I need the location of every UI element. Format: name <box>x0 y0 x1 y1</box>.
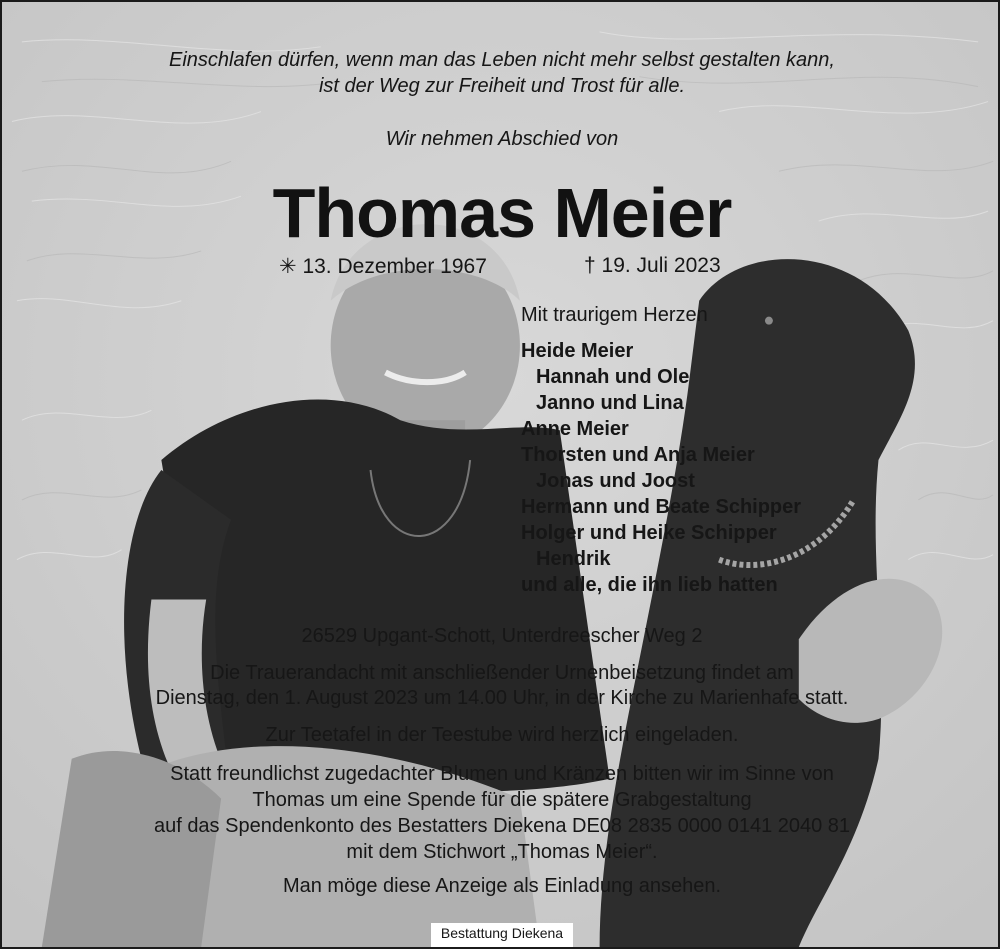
death-cross-icon: † <box>584 254 596 277</box>
mourners-list <box>521 302 801 598</box>
birth-date <box>279 254 487 279</box>
notice-content <box>2 2 998 947</box>
mourner-name: Hendrik <box>536 548 611 570</box>
mourner-name: Holger und Heike Schipper <box>521 522 777 544</box>
mourner-name: und alle, die ihn lieb hatten <box>521 574 778 596</box>
mourner-name: Hermann und Beate Schipper <box>521 496 802 518</box>
address: 26529 Upgant-Schott, Unterdreescher Weg 2 <box>301 625 703 647</box>
mourner-name: Janno und Lina <box>536 392 684 414</box>
donation-line-1: Statt freundlichst zugedachter Blumen und Kränzen bitten wir im Sinne von <box>170 763 834 785</box>
mourners-intro: Mit traurigem Herzen <box>521 304 708 326</box>
farewell-intro: Wir nehmen Abschied von <box>385 128 619 150</box>
donation-line-4: mit dem Stichwort „Thomas Meier“. <box>346 841 658 863</box>
mourner-name: Anne Meier <box>521 418 629 440</box>
mourner-name: Heide Meier <box>521 340 634 362</box>
death-date-text: 19. Juli 2023 <box>601 254 721 277</box>
funeral-home-name: Bestattung Diekena <box>431 923 573 947</box>
mourner-name: Thorsten und Anja Meier <box>521 444 755 466</box>
service-line-2: Dienstag, den 1. August 2023 um 14.00 Uhr, in der Kirche zu Marienhafe statt. <box>155 687 849 709</box>
death-date <box>584 254 721 278</box>
donation-line-2: Thomas um eine Spende für die spätere Grabgestaltung <box>252 789 752 811</box>
donation-line-3: auf das Spendenkonto des Bestatters Diekena DE08 2835 0000 0141 2040 81 <box>153 815 851 837</box>
deceased-name: Thomas Meier <box>272 174 732 252</box>
mourner-name: Jonas und Joost <box>536 470 695 492</box>
mourner-name: Hannah und Ole <box>536 366 690 388</box>
tea-invitation: Zur Teetafel in der Teestube wird herzlich eingeladen. <box>265 724 739 746</box>
motto-line-2: ist der Weg zur Freiheit und Trost für alle. <box>318 75 686 97</box>
birth-star-icon: ✳ <box>279 255 297 278</box>
invitation-note: Man möge diese Anzeige als Einladung ansehen. <box>282 875 722 897</box>
footer <box>2 923 1000 947</box>
motto-line-1: Einschlafen dürfen, wenn man das Leben nicht mehr selbst gestalten kann, <box>169 49 835 71</box>
birth-date-text: 13. Dezember 1967 <box>302 255 487 278</box>
service-line-1: Die Trauerandacht mit anschließender Urnenbeisetzung findet am <box>210 662 794 684</box>
